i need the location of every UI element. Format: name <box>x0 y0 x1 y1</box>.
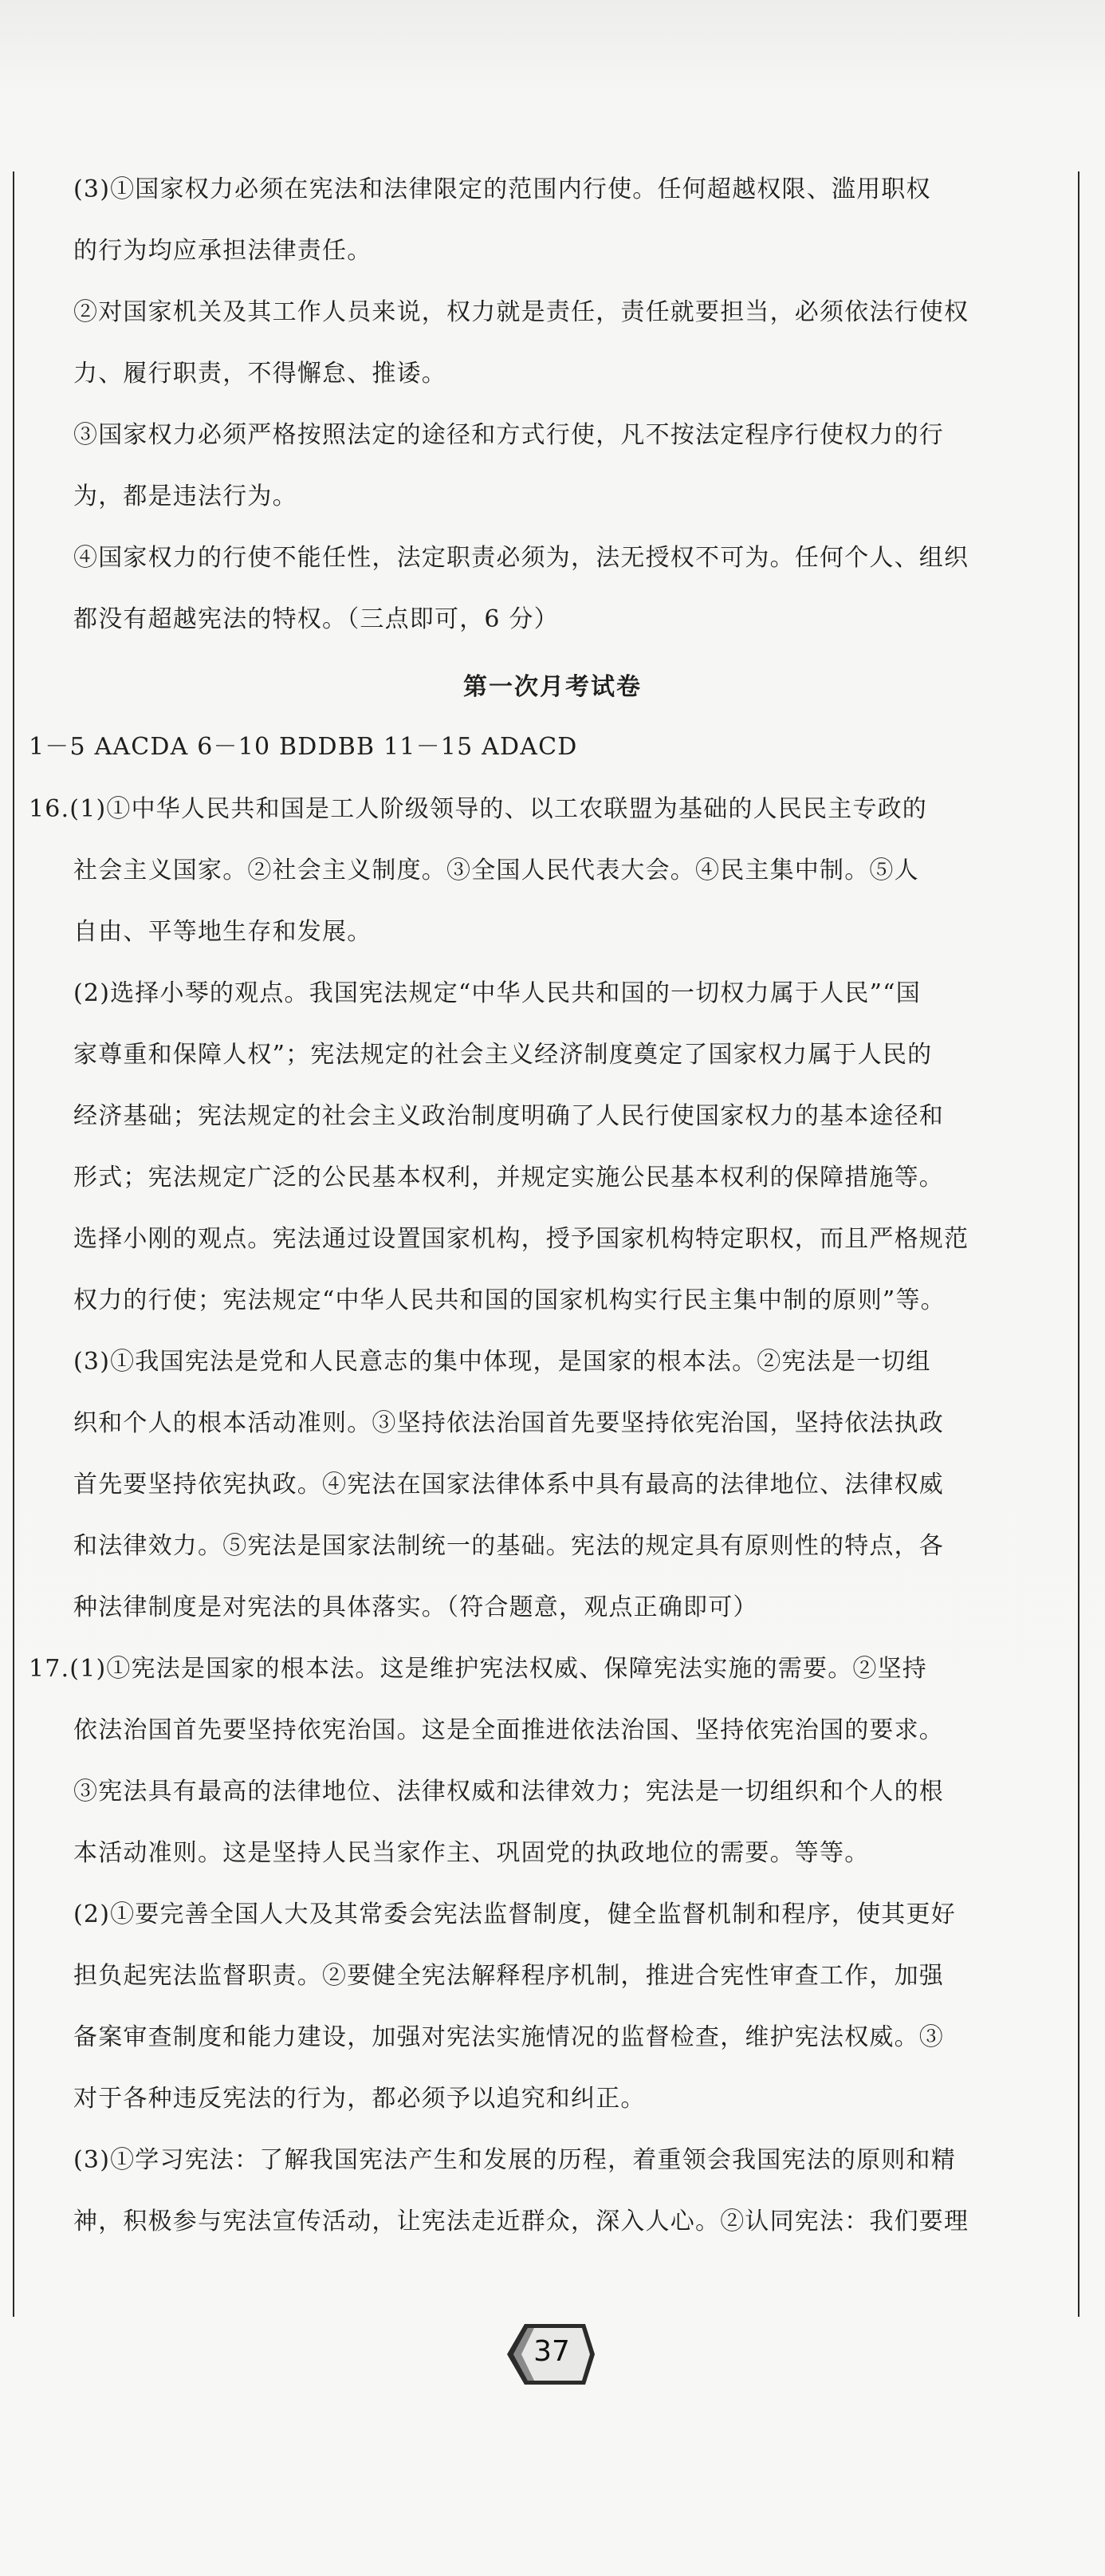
q16-line: 社会主义国家。②社会主义制度。③全国人民代表大会。④民主集中制。⑤人 <box>73 857 919 884</box>
answer-line: 的行为均应承担法律责任。 <box>73 237 372 265</box>
q17-line: 神，积极参与宪法宣传活动，让宪法走近群众，深入人心。②认同宪法：我们要理 <box>73 2208 969 2235</box>
q17-line: 本活动准则。这是坚持人民当家作主、巩固党的执政地位的需要。等等。 <box>73 1839 870 1867</box>
answer-line: 为，都是违法行为。 <box>73 483 297 510</box>
q16-line: 和法律效力。⑤宪法是国家法制统一的基础。宪法的规定具有原则性的特点，各 <box>73 1532 944 1560</box>
multiple-choice-answers: 1－5 AACDA 6－10 BDDBB 11－15 ADACD <box>29 733 578 761</box>
page-number: 37 <box>533 2335 570 2368</box>
q17-line: 备案审查制度和能力建设，加强对宪法实施情况的监督检查，维护宪法权威。③ <box>73 2023 944 2051</box>
q16-line: 自由、平等地生存和发展。 <box>73 918 372 946</box>
answer-line: ④国家权力的行使不能任性，法定职责必须为，法无授权不可为。任何个人、组织 <box>73 544 969 572</box>
q16-line: (3)①我国宪法是党和人民意志的集中体现，是国家的根本法。②宪法是一切组 <box>73 1348 931 1376</box>
q16-line: 选择小刚的观点。宪法通过设置国家机构，授予国家机构特定职权，而且严格规范 <box>73 1225 969 1253</box>
q17-line: (2)①要完善全国人大及其常委会宪法监督制度，健全监督机制和程序，使其更好 <box>73 1900 956 1928</box>
q17-line: ③宪法具有最高的法律地位、法律权威和法律效力；宪法是一切组织和个人的根 <box>73 1778 944 1806</box>
q17-line: 依法治国首先要坚持依宪治国。这是全面推进依法治国、坚持依宪治国的要求。 <box>73 1716 944 1744</box>
q16-line: 种法律制度是对宪法的具体落实。（符合题意，观点正确即可） <box>73 1593 758 1621</box>
q17-line: (3)①学习宪法：了解我国宪法产生和发展的历程，着重领会我国宪法的原则和精 <box>73 2146 956 2174</box>
answer-line: 力、履行职责，不得懈怠、推诿。 <box>73 360 446 388</box>
q17-line: 担负起宪法监督职责。②要健全宪法解释程序机制，推进合宪性审查工作，加强 <box>73 1962 944 1990</box>
answer-line: 都没有超越宪法的特权。（三点即可，6 分） <box>73 605 559 633</box>
exam-title: 第一次月考试卷 <box>463 673 642 701</box>
left-margin-rule <box>13 171 14 2317</box>
q16-line: 形式；宪法规定广泛的公民基本权利，并规定实施公民基本权利的保障措施等。 <box>73 1164 944 1191</box>
q16-line: 首先要坚持依宪执政。④宪法在国家法律体系中具有最高的法律地位、法律权威 <box>73 1471 944 1499</box>
q16-line: 权力的行使；宪法规定“中华人民共和国的国家机构实行民主集中制的原则”等。 <box>73 1286 946 1314</box>
q17-line: 17.(1)①宪法是国家的根本法。这是维护宪法权威、保障宪法实施的需要。②坚持 <box>29 1655 928 1683</box>
right-margin-rule <box>1078 171 1079 2317</box>
q16-line: 经济基础；宪法规定的社会主义政治制度明确了人民行使国家权力的基本途径和 <box>73 1102 944 1130</box>
q16-line: 家尊重和保障人权”；宪法规定的社会主义经济制度奠定了国家权力属于人民的 <box>73 1041 933 1069</box>
q17-line: 对于各种违反宪法的行为，都必须予以追究和纠正。 <box>73 2085 646 2113</box>
q16-line: (2)选择小琴的观点。我国宪法规定“中华人民共和国的一切权力属于人民”“国 <box>73 979 921 1007</box>
answer-line: ②对国家机关及其工作人员来说，权力就是责任，责任就要担当，必须依法行使权 <box>73 298 969 326</box>
q16-line: 织和个人的根本活动准则。③坚持依法治国首先要坚持依宪治国，坚持依法执政 <box>73 1409 944 1437</box>
q16-line: 16.(1)①中华人民共和国是工人阶级领导的、以工农联盟为基础的人民民主专政的 <box>29 795 928 823</box>
answer-line: ③国家权力必须严格按照法定的途径和方式行使，凡不按法定程序行使权力的行 <box>73 421 944 449</box>
answer-line: (3)①国家权力必须在宪法和法律限定的范围内行使。任何超越权限、滥用职权 <box>73 175 931 203</box>
